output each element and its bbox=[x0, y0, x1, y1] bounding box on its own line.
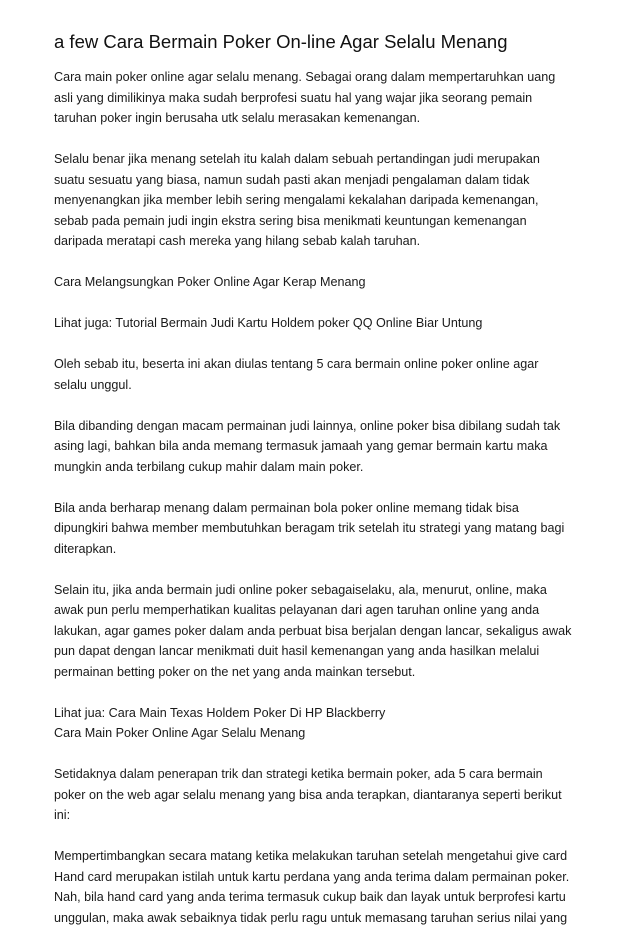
text-line: Setidaknya dalam penerapan trik dan strategi ketika bermain poker, ada 5 cara bermain bbox=[54, 767, 543, 781]
paragraph bbox=[54, 149, 588, 252]
paragraph bbox=[54, 846, 588, 928]
text-line: mungkin anda terbilang cukup mahir dalam main poker. bbox=[54, 459, 364, 474]
text-line: Cara main poker online agar selalu menang. Sebagai orang dalam mempertaruhkan uang bbox=[54, 70, 556, 84]
text-line: Bila dibanding dengan macam permainan judi lainnya, online poker bisa dibilang sudah tak bbox=[54, 418, 561, 433]
paragraph bbox=[54, 580, 588, 683]
paragraph bbox=[54, 703, 588, 744]
text-line: daripada meratapi cash mereka yang hilang sebab kalah taruhan. bbox=[54, 234, 421, 248]
paragraph bbox=[54, 764, 588, 826]
document-title: a few Cara Bermain Poker On-line Agar Selalu Menang bbox=[54, 31, 508, 52]
document-body bbox=[54, 67, 588, 949]
text-line: lakukan, agar games poker dalam anda perbuat bisa berjalan dengan lancar, sekaligus awak bbox=[54, 623, 572, 638]
text-line: Selain itu, jika anda bermain judi online poker sebagaiselaku, ala, menurut, online, maka bbox=[54, 582, 547, 597]
text-line: Nah, bila hand card yang anda terima termasuk cukup baik dan layak untuk berprofesi kartu bbox=[54, 890, 566, 904]
paragraph bbox=[54, 313, 588, 334]
paragraph bbox=[54, 416, 588, 478]
text-line: Lihat jua: Cara Main Texas Holdem Poker Di HP Blackberry bbox=[54, 705, 386, 720]
text-line: pun dapat dengan lancar menikmati duit hasil kemenangan yang anda hasilkan melalui bbox=[54, 644, 540, 658]
text-line: diterapkan. bbox=[54, 541, 117, 556]
text-line: awak pun perlu memperhatikan kualitas pelayanan dari agen taruhan online yang anda bbox=[54, 603, 540, 617]
paragraph bbox=[54, 498, 588, 560]
text-line: ini: bbox=[54, 808, 71, 822]
text-line: Cara Main Poker Online Agar Selalu Menang bbox=[54, 726, 306, 740]
text-line: taruhan poker ingin berusaha utk selalu merasakan kemenangan. bbox=[54, 111, 421, 125]
text-line: Hand card merupakan istilah untuk kartu perdana yang anda terima dalam permainan poker. bbox=[54, 869, 570, 884]
text-line: menyenangkan jika member lebih sering mengalami kekalahan daripada kemenangan, bbox=[54, 193, 539, 207]
text-line: selalu unggul. bbox=[54, 377, 132, 392]
text-line: Mempertimbangkan secara matang ketika melakukan taruhan setelah mengetahui give card bbox=[54, 849, 568, 863]
text-line: Cara Melangsungkan Poker Online Agar Kerap Menang bbox=[54, 275, 366, 289]
text-line: Oleh sebab itu, beserta ini akan diulas tentang 5 cara bermain online poker online agar bbox=[54, 357, 539, 371]
text-line: Bila anda berharap menang dalam permainan bola poker online memang tidak bisa bbox=[54, 500, 519, 515]
text-line: Lihat juga: Tutorial Bermain Judi Kartu Holdem poker QQ Online Biar Untung bbox=[54, 316, 483, 330]
paragraph bbox=[54, 354, 588, 395]
text-line: poker on the web agar selalu menang yang bisa anda terapkan, diantaranya seperti berikut bbox=[54, 787, 562, 802]
paragraph bbox=[54, 67, 588, 129]
text-line: dipungkiri bahwa member membutuhkan beragam trik setelah itu strategi yang matang bagi bbox=[54, 521, 565, 535]
paragraph bbox=[54, 272, 588, 293]
text-line: unggulan, maka awak sebaiknya tidak perlu ragu untuk memasang taruhan serius nilai yang bbox=[54, 910, 568, 925]
text-line: asli yang dimilikinya maka sudah berprofesi suatu hal yang wajar jika seorang pemain bbox=[54, 90, 533, 105]
text-line: sebab pada pemain judi ingin ekstra sering bisa menikmati keuntungan kemenangan bbox=[54, 213, 527, 228]
text-line: permainan betting poker on the net yang anda mainkan tersebut. bbox=[54, 664, 416, 679]
text-line: asing lagi, bahkan bila anda memang termasuk jamaah yang gemar bermain kartu maka bbox=[54, 439, 548, 453]
text-line: Selalu benar jika menang setelah itu kalah dalam sebuah pertandingan judi merupakan bbox=[54, 152, 540, 166]
text-line: suatu sesuatu yang biasa, namun sudah pasti akan menjadi pengalaman dalam tidak bbox=[54, 172, 530, 187]
